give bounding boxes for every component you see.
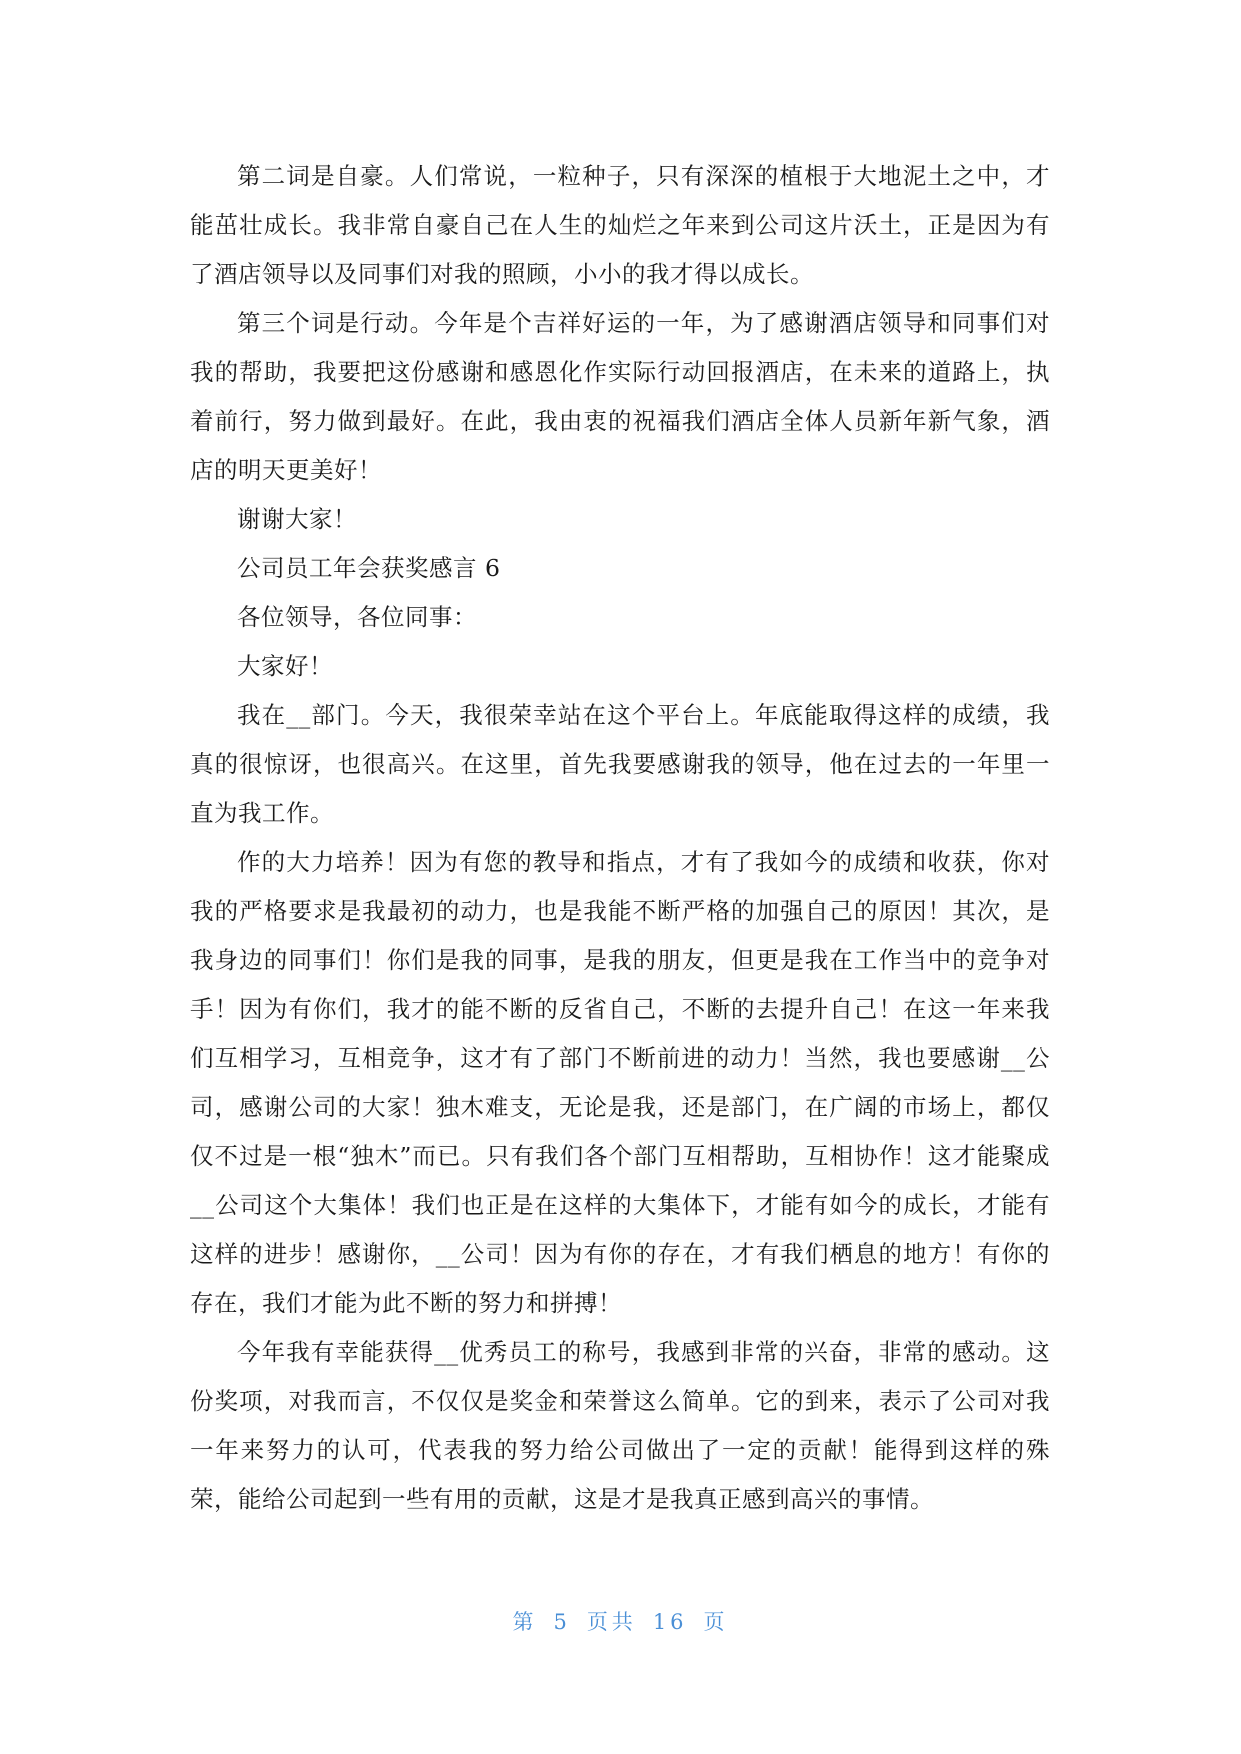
paragraph-award: 今年我有幸能获得__优秀员工的称号，我感到非常的兴奋，非常的感动。这份奖项，对我而言，不仅仅是奖金和荣誉这么简单。它的到来，表示了公司对我一年来努力的认可，代表我的努力给公司做出了一定的贡献！能得到这样的殊荣，能给公司起到一些有用的贡献，这是才是我真正感到高兴的事情。 <box>190 1338 1050 1513</box>
paragraph-thanks: 谢谢大家！ <box>237 505 357 533</box>
paragraph-pride: 第二词是自豪。人们常说，一粒种子，只有深深的植根于大地泥土之中，才能茁壮成长。我非常自豪自己在人生的灿烂之年来到公司这片沃土，正是因为有了酒店领导以及同事们对我的照顾，小小的我才得以成长。 <box>190 162 1050 288</box>
footer-prefix: 第 <box>512 1610 538 1634</box>
paragraph-action: 第三个词是行动。今年是个吉祥好运的一年，为了感谢酒店领导和同事们对我的帮助，我要把这份感谢和感恩化作实际行动回报酒店，在未来的道路上，执着前行，努力做到最好。在此，我由衷的祝福我们酒店全体人员新年新气象，酒店的明天更美好！ <box>190 309 1050 484</box>
footer-middle: 页共 <box>586 1610 637 1634</box>
paragraph-intro: 我在__部门。今天，我很荣幸站在这个平台上。年底能取得这样的成绩，我真的很惊讶，也很高兴。在这里，首先我要感谢我的领导，他在过去的一年里一直为我工作。 <box>190 701 1050 827</box>
document-body <box>190 152 1050 1524</box>
footer-total-pages: 16 <box>652 1610 688 1634</box>
paragraph-salutation: 各位领导，各位同事： <box>237 603 477 631</box>
footer-suffix: 页 <box>703 1610 729 1634</box>
page-number-footer <box>0 1606 1241 1636</box>
footer-current-page: 5 <box>553 1610 571 1634</box>
paragraph-gratitude: 作的大力培养！因为有您的教导和指点，才有了我如今的成绩和收获，你对我的严格要求是我最初的动力，也是我能不断严格的加强自己的原因！其次，是我身边的同事们！你们是我的同事，是我的朋友，但更是我在工作当中的竞争对手！因为有你们，我才的能不断的反省自己，不断的去提升自己！在这一年来我们互相学习，互相竞争，这才有了部门不断前进的动力！当然，我也要感谢__公司，感谢公司的大家！独木难支，无论是我，还是部门，在广阔的市场上，都仅仅不过是一根“独木”而已。只有我们各个部门互相帮助，互相协作！这才能聚成__公司这个大集体！我们也正是在这样的大集体下，才能有如今的成长，才能有这样的进步！感谢你，__公司！因为有你的存在，才有我们栖息的地方！有你的存在，我们才能为此不断的努力和拼搏！ <box>190 848 1050 1317</box>
paragraph-greeting: 大家好！ <box>237 652 333 680</box>
section-heading: 公司员工年会获奖感言 6 <box>237 554 501 582</box>
